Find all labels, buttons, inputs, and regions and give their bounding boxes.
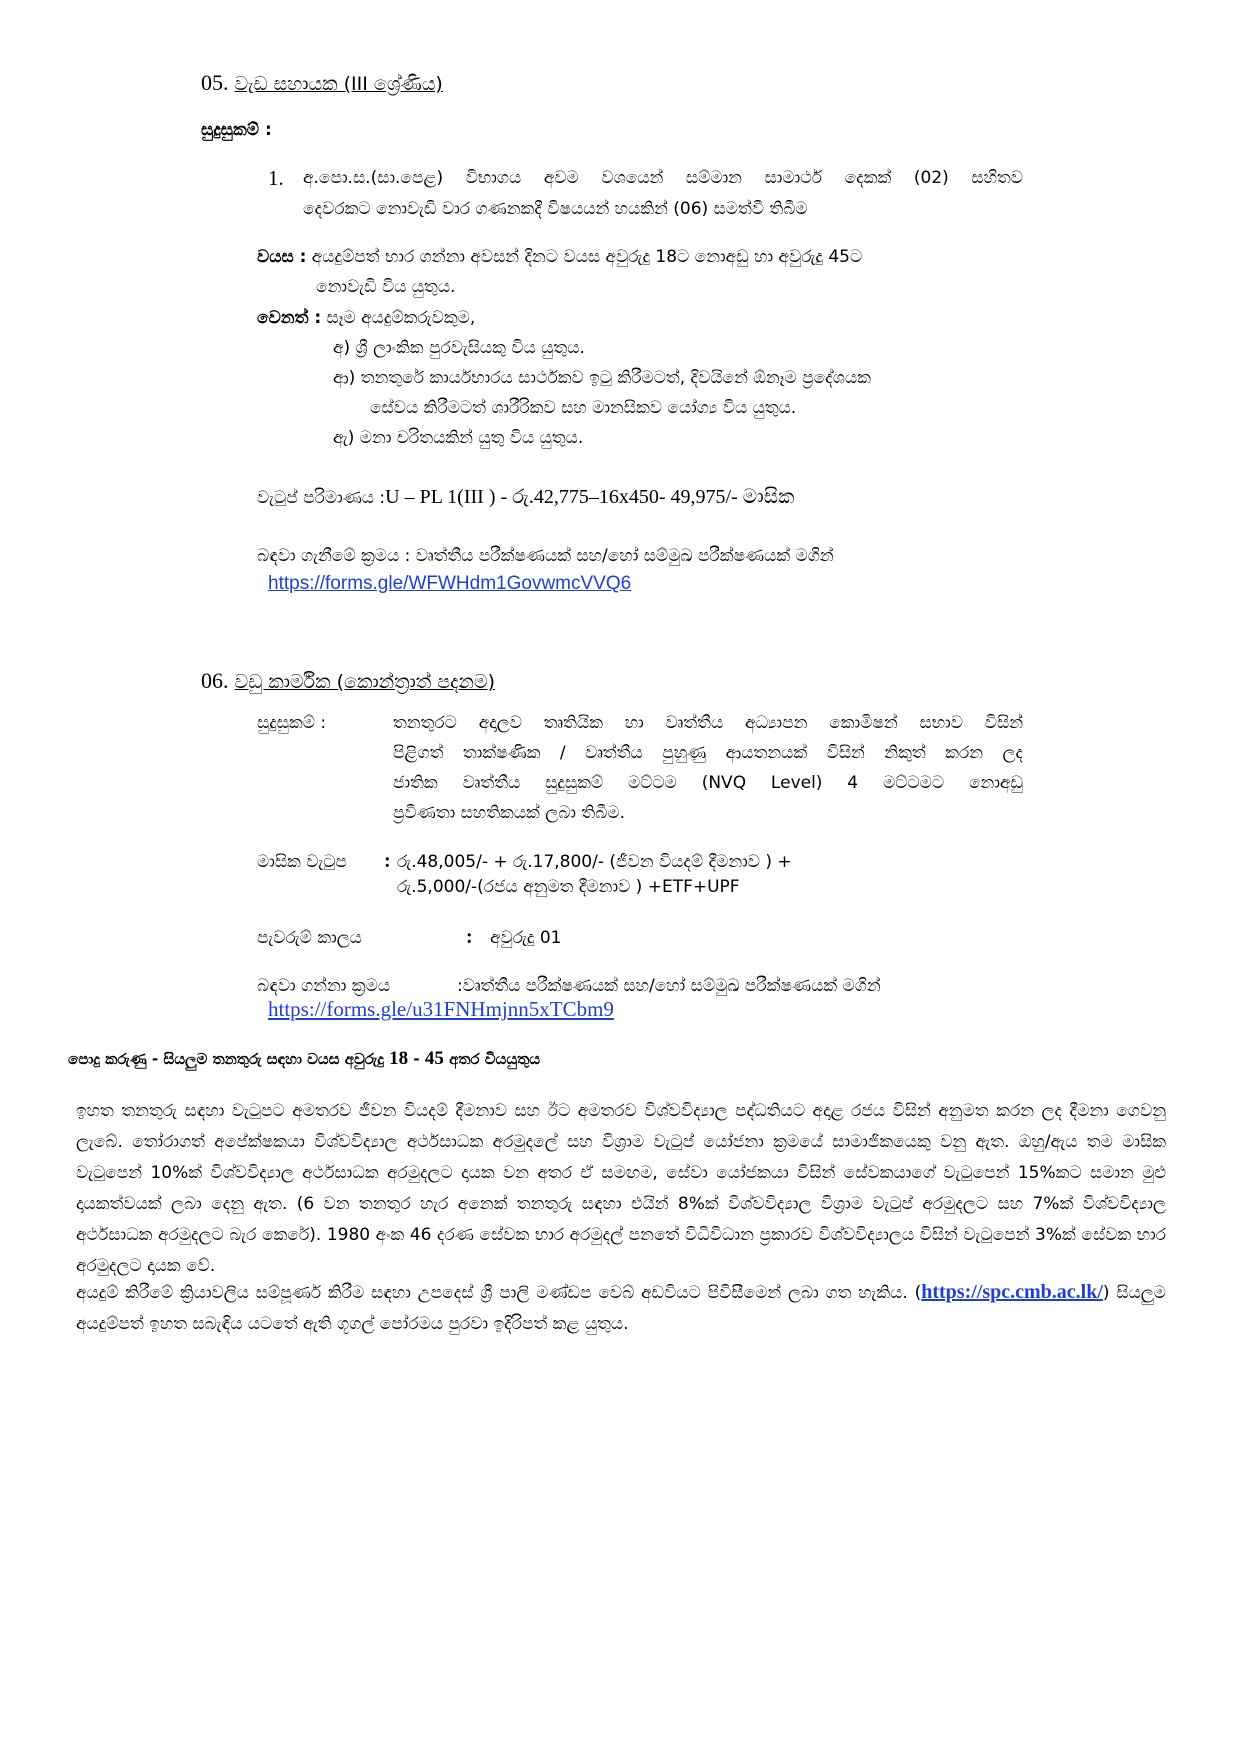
- qualifications-label: සුදුසුකම් :: [257, 713, 327, 733]
- list-number: 1.: [268, 166, 284, 190]
- application-form-link[interactable]: https://forms.gle/u31FNHmjnn5xTCbm9: [268, 997, 614, 1021]
- benefits-paragraph: ඉහත තනතුරු සඳහා වැටුපට අමතරව ජීවන වියදම් දීමනාව සහ ඊට අමතරව විශ්වවිද්‍යාල පද්ධතියට අදාළ රජය විසින් අනුමත කරන ලද දීමනා ගෙවනු ලැබේ. තෝරාගත් අපේක්ෂකයා විශ්වවිද්‍යාල අර්ථසාධක අරමුදලේ සහ විශ්‍රාම වැටුප් යෝජනා ක්‍රමයේ සාමාජිකයෙකු වනු ඇත. ඔහු/ඇය තම මාසික වැටුපෙන් 10%ක් විශ්වවිද්‍යාල අර්ථසාධක අරමුදලට දායක වන අතර ඒ සමඟම, සේවා යෝජකයා විසින් සේවකයාගේ වැටුපෙන් 15%කට සමාන මුළු දායකත්වයක් ලබා දෙනු ඇත. (6 වන තනතුර හැර අනෙක් තනතුරු සඳහා එයින් 8%ක් විශ්වවිද්‍යාල විශ්‍රාම වැටුප් අරමුදලට සහ 7%ක් විශ්වවිද්‍යාල අර්ථසාධක අරමුදලට බැර කෙරේ). 1980 අංක 46 දරණ සේවක භාර අරමුදල් පනතේ විධිවිධාන ප්‍රකාරව විශ්වවිද්‍යාලය විසින් වැටුපෙන් 3%ක් සේවක භාර අරමුදලට දායක වේ.: [76, 1101, 1166, 1276]
- monthly-salary-label: මාසික වැටුප: [257, 852, 347, 872]
- section-title: වැඩ සහායක (III ශ්‍රේණිය): [234, 73, 443, 95]
- period-label: පැවරුම් කාලය: [257, 928, 362, 948]
- recruitment-value: :වෘත්තීය පරීක්ෂණයක් සහ/හෝ සම්මුඛ පරීක්ෂණයක් මගින්: [457, 976, 881, 996]
- requirement-aa-line2: සේවය කිරීමටත් ශාරීරිකව සහ මානසිකව යෝග්‍ය විය යුතුය.: [370, 398, 797, 418]
- monthly-salary-line2: රු.5,000/-(රජය අනුමත දීමනාව ) +ETF+UPF: [397, 877, 740, 897]
- instructions-text: අයදුම් කිරීමේ ක්‍රියාවලිය සම්පූර්ණ කිරීම සඳහා උපදෙස් ශ්‍රී පාලි මණ්ඩප වෙබ් අඩවියට පිවිසීමෙන් ලබා ගත හැකිය. (: [76, 1283, 922, 1303]
- recruitment-value: වෘත්තීය පරීක්ෂණයක් සහ/හෝ සම්මුඛ පරීක්ෂණයක් මගින්: [415, 546, 834, 566]
- qualification-item-line2: දෙවරකට නොවැඩි වාර ගණනකදී විෂයයන් හයකින් (06) සමත්වී තිබීම: [303, 199, 808, 219]
- monthly-salary-line1: රු.48,005/- + රු.17,800/- (ජීවන වියදම් දීමනාව ) +: [397, 852, 792, 872]
- age-requirement: [257, 247, 862, 267]
- recruitment-label: බඳවා ගැනීමේ ක්‍රමය :: [257, 546, 411, 566]
- requirement-ae: ඇ) මනා චරිතයකින් යුතු විය යුතුය.: [333, 428, 584, 448]
- salary-scale: [257, 486, 794, 509]
- other-label: වෙනත් :: [257, 308, 322, 328]
- general-heading-text: පොදු කරුණු - සියලුම තනතුරු සඳහා වයස අවුරුදු: [68, 1050, 390, 1068]
- qualification-item-line1: අ.පො.ස.(සා.පෙළ) විභාගය අවම වශයෙන් සම්මාන සාමාර්ථ දෙකක් (02) සහිතව: [303, 168, 1023, 188]
- age-text-line2: නොවැඩි විය යුතුය.: [316, 277, 456, 297]
- other-intro: සෑම අයදුම්කරුවකුම,: [326, 308, 476, 328]
- instructions-text-end: ) සියලුම අයදුම්පත් ඉහත සබැඳිය යටතේ ඇති ගූගල් පෝරමය පුරවා ඉදිරිපත් කළ යුතුය.: [76, 1283, 1166, 1334]
- recruitment-method: [257, 546, 834, 566]
- general-heading: [68, 1048, 540, 1070]
- period-value: අවුරුදු 01: [490, 928, 562, 948]
- section-05-heading: [201, 70, 443, 96]
- colon: :: [384, 850, 391, 872]
- qualification-line2: පිළිගත් තාක්ෂණික / වෘත්තීය පුහුණු ආයතනයක් විසින් නිකුත් කරන ලද: [393, 743, 1023, 763]
- section-06-heading: [201, 668, 495, 694]
- colon: :: [466, 926, 473, 948]
- section-number: 06.: [201, 668, 229, 693]
- age-label: වයස :: [257, 247, 307, 267]
- general-heading-suffix: අතර වියයුතුය: [443, 1050, 541, 1068]
- website-link[interactable]: https://spc.cmb.ac.lk/: [921, 1281, 1103, 1303]
- section-number: 05.: [201, 70, 229, 95]
- salary-label: වැටුප් පරිමාණය :: [257, 488, 386, 508]
- application-form-link[interactable]: https://forms.gle/WFWHdm1GovwmcVVQ6: [268, 573, 632, 594]
- requirement-a: අ) ශ්‍රී ලාංකික පුරවැසියකු විය යුතුය.: [333, 338, 585, 358]
- qualifications-label: සුදුසුකම් :: [201, 120, 272, 140]
- age-text-line1: අයදුම්පත් භාර ගන්නා අවසන් දිනට වයස අවුරුදු 18ට නොඅඩු හා අවුරුදු 45ට: [311, 247, 863, 267]
- recruitment-label: බඳවා ගන්නා ක්‍රමය: [257, 976, 391, 996]
- section-title: වඩු කාර්මික (කොන්ත්‍රාත් පදනම): [234, 671, 496, 693]
- requirement-aa-line1: ආ) තනතුරේ කාර්යභාරය සාර්ථකව ඉටු කිරීමටත්, දිවයිනේ ඕනෑම ප්‍රදේශයක: [333, 368, 871, 388]
- age-separator: -: [408, 1050, 425, 1068]
- application-instructions: [76, 1277, 1166, 1340]
- salary-value: U – PL 1(III ) - රු.42,775–16x450- 49,975/- මාසික: [385, 486, 795, 508]
- qualification-line1: තනතුරට අදාලව තෘතියික හා වෘත්තීය අධ්‍යාපන කොමිෂන් සභාව විසින්: [393, 713, 1023, 733]
- age-max: 45: [424, 1048, 444, 1069]
- qualification-line3: ජාතික වෘත්තීය සුදුසුකම් මට්ටම (NVQ Level) 4 මට්ටමට නොඅඩු: [393, 773, 1023, 793]
- other-requirements: [257, 308, 475, 328]
- age-min: 18: [389, 1048, 409, 1069]
- qualification-line4: ප්‍රවීණතා සහතිකයක් ලබා තිබීම.: [393, 803, 625, 823]
